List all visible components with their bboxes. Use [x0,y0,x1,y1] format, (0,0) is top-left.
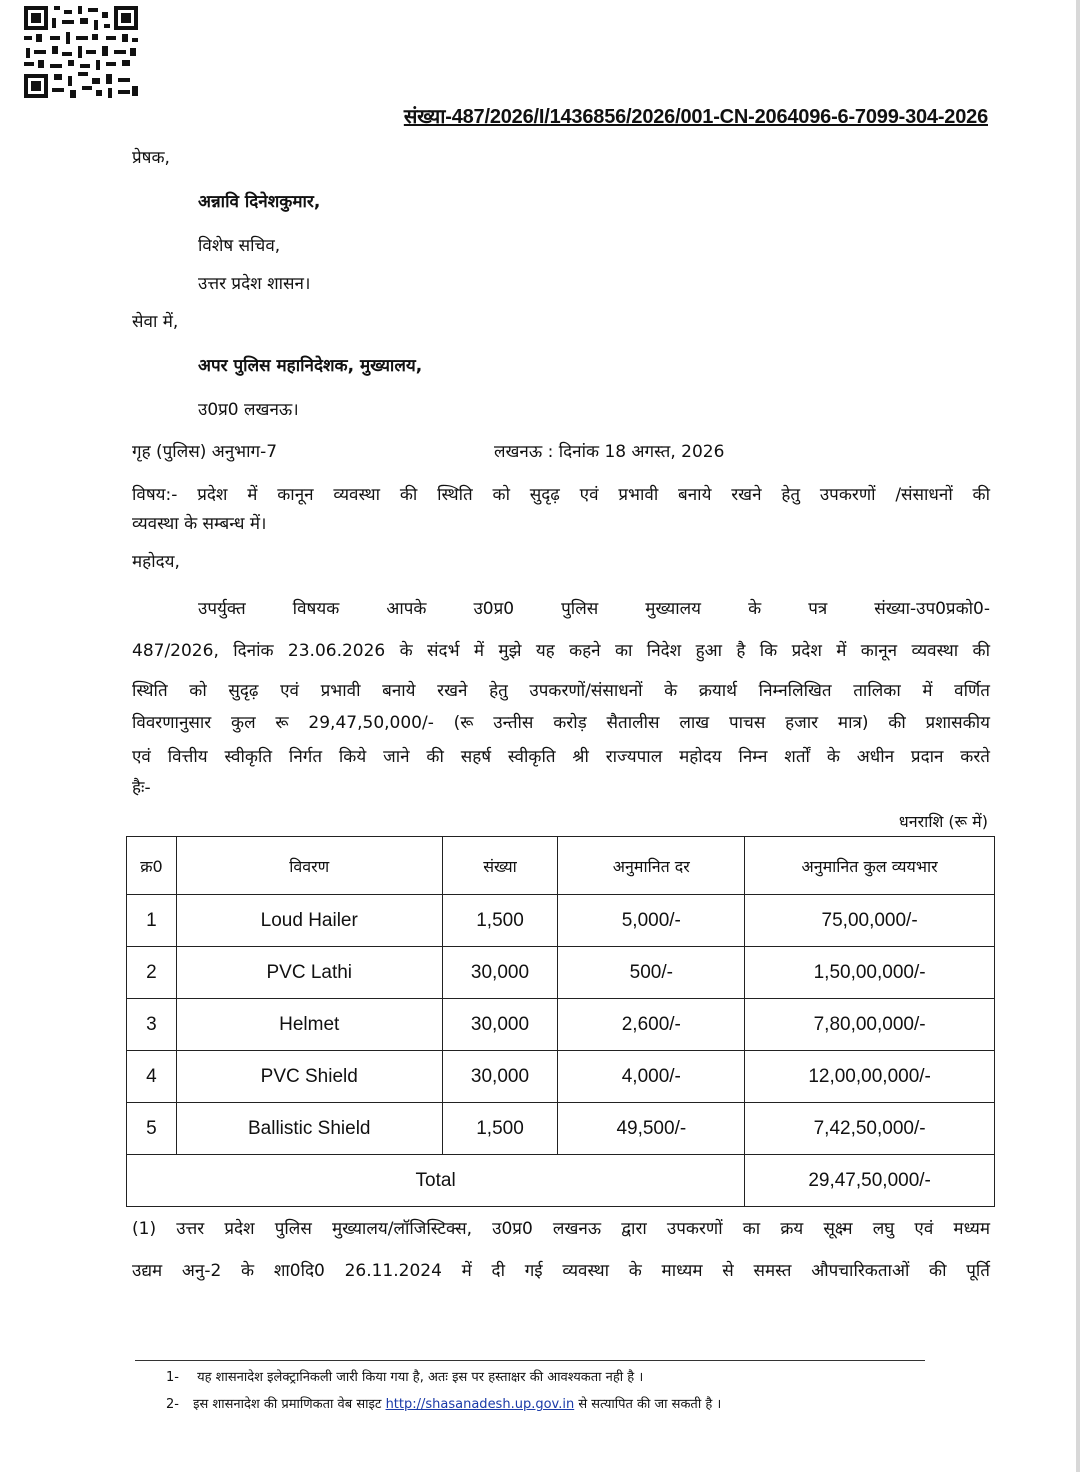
body-line-4: विवरणानुसार कुल रू 29,47,50,000/- (रू उन्तीस करोड़ सैतालीस लाख पाचस हजार मात्र) की प्रशासकीय [132,713,990,733]
cell-total: 7,80,00,000/- [745,999,995,1051]
body-line-2: 487/2026, दिनांक 23.06.2026 के संदर्भ में मुझे यह कहने का निदेश हुआ है कि प्रदेश में कानून व्यवस्था की [132,641,990,661]
table-header-row [127,837,995,895]
equipment-table [126,836,995,1207]
sender-label: प्रेषक, [132,148,170,168]
footnote-2-text-after: से सत्यापित की जा सकती है । [578,1397,722,1412]
cell-serial: 5 [127,1103,177,1155]
qr-code [22,4,140,100]
cell-total: 75,00,000/- [745,895,995,947]
total-label: Total [127,1155,745,1207]
header-quantity: संख्या [442,837,558,895]
body-line-6: हैः- [132,778,151,798]
recipient-place: उ0प्र0 लखनऊ। [198,400,299,420]
page-edge [1076,0,1080,1472]
body-line-1: उपर्युक्त विषयक आपके उ0प्र0 पुलिस मुख्यालय के पत्र संख्या-उप0प्रको0- [198,599,990,619]
footnote-1-text: यह शासनादेश इलेक्ट्रानिकली जारी किया गया है, अतः इस पर हस्ताक्षर की आवश्यकता नही है । [197,1370,644,1385]
cell-quantity: 1,500 [442,1103,558,1155]
sender-name: अन्नावि दिनेशकुमार, [198,192,321,212]
amount-unit-label: धनराशि (रू में) [898,812,988,831]
salutation: महोदय, [132,552,180,572]
footnote-divider [135,1360,925,1361]
cell-rate: 500/- [558,947,745,999]
footnote-2-number: 2- [166,1397,179,1412]
footnote-1 [166,1367,643,1385]
cell-description: PVC Lathi [176,947,442,999]
table-row [127,999,995,1051]
table-total-row [127,1155,995,1207]
section-name: गृह (पुलिस) अनुभाग-7 [132,442,278,462]
table-row [127,1051,995,1103]
header-serial: क्र0 [127,837,177,895]
cell-quantity: 1,500 [442,895,558,947]
body-line-3: स्थिति को सुदृढ़ एवं प्रभावी बनाये रखने हेतु उपकरणों/संसाधनों के क्रयार्थ निम्नलिखित तालिका में वर्णित [132,681,990,701]
table-row [127,1103,995,1155]
cell-rate: 4,000/- [558,1051,745,1103]
place-date: लखनऊ : दिनांक 18 अगस्त, 2026 [494,442,725,462]
recipient-label: सेवा में, [132,312,179,332]
footnote-2-text-before: इस शासनादेश की प्रमाणिकता वेब साइट [193,1397,382,1412]
cell-serial: 2 [127,947,177,999]
recipient-name: अपर पुलिस महानिदेशक, मुख्यालय, [198,356,423,376]
total-value: 29,47,50,000/- [745,1155,995,1207]
cell-description: Loud Hailer [176,895,442,947]
subject-line-1: विषय:- प्रदेश में कानून व्यवस्था की स्थिति को सुदृढ़ एवं प्रभावी बनाये रखने हेतु उपकरणों /संसाधनों की [132,485,990,505]
condition-line-1: (1) उत्तर प्रदेश पुलिस मुख्यालय/लॉजिस्टिक्स, उ0प्र0 लखनऊ द्वारा उपकरणों का क्रय सूक्ष्म लघु एवं मध्यम [132,1219,990,1239]
cell-quantity: 30,000 [442,999,558,1051]
cell-total: 1,50,00,000/- [745,947,995,999]
cell-serial: 3 [127,999,177,1051]
cell-serial: 4 [127,1051,177,1103]
cell-rate: 49,500/- [558,1103,745,1155]
cell-quantity: 30,000 [442,947,558,999]
cell-serial: 1 [127,895,177,947]
header-rate: अनुमानित दर [558,837,745,895]
cell-rate: 2,600/- [558,999,745,1051]
cell-description: PVC Shield [176,1051,442,1103]
body-line-5: एवं वित्तीय स्वीकृति निर्गत किये जाने की सहर्ष स्वीकृति श्री राज्यपाल महोदय निम्न शर्तों के अधीन प्रदान करते [132,747,990,767]
footnote-1-number: 1- [166,1370,179,1385]
table-row [127,947,995,999]
cell-total: 7,42,50,000/- [745,1103,995,1155]
cell-quantity: 30,000 [442,1051,558,1103]
cell-rate: 5,000/- [558,895,745,947]
footnote-2 [166,1394,721,1412]
cell-total: 12,00,00,000/- [745,1051,995,1103]
subject-line-2: व्यवस्था के सम्बन्ध में। [132,514,267,534]
header-total-cost: अनुमानित कुल व्ययभार [745,837,995,895]
cell-description: Ballistic Shield [176,1103,442,1155]
condition-line-2: उद्यम अनु-2 के शा0दि0 26.11.2024 में दी गई व्यवस्था के माध्यम से समस्त औपचारिकताओं की पूर्ति [132,1261,990,1281]
verification-website-link[interactable]: http://shasanadesh.up.gov.in [385,1397,575,1412]
sender-designation: विशेष सचिव, [198,236,281,256]
reference-number: संख्या-487/2026/I/1436856/2026/001-CN-2064096-6-7099-304-2026 [403,106,988,128]
sender-office: उत्तर प्रदेश शासन। [198,274,311,294]
table-row [127,895,995,947]
header-description: विवरण [176,837,442,895]
cell-description: Helmet [176,999,442,1051]
